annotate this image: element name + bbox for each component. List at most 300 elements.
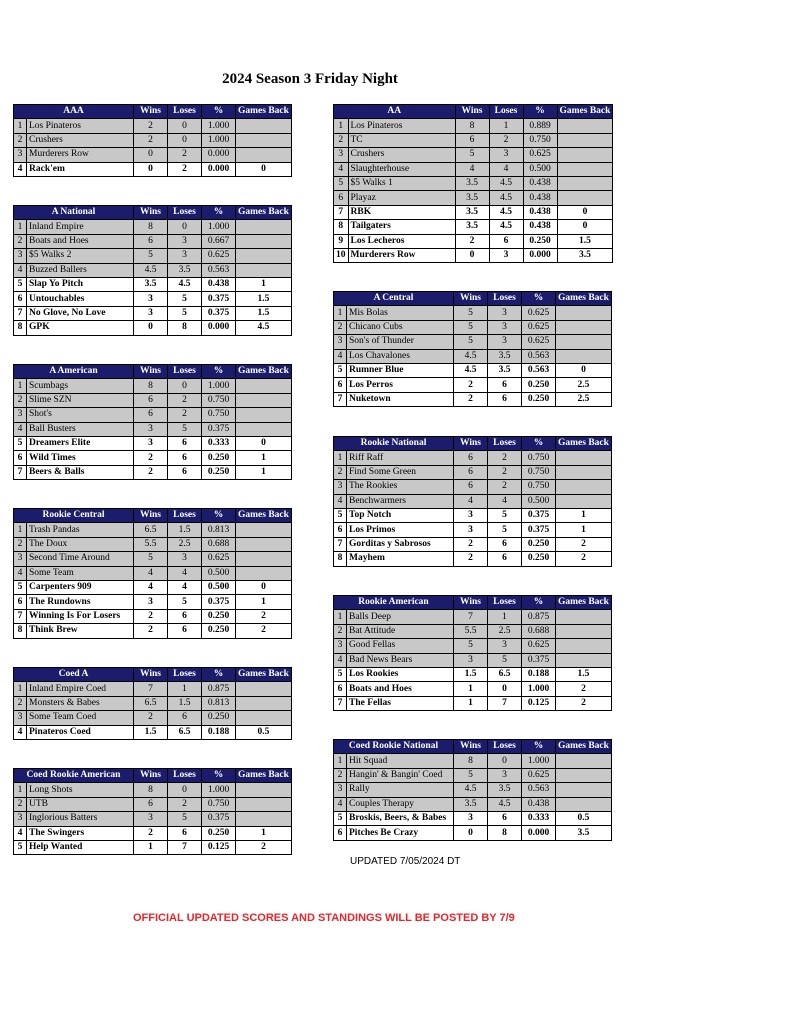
wins-cell: 6	[134, 393, 168, 407]
division-name: A Central	[334, 292, 454, 306]
rank-cell: 6	[334, 682, 347, 696]
table-row	[334, 537, 612, 551]
rank-cell: 5	[14, 277, 27, 291]
wins-header: Wins	[134, 509, 168, 523]
rank-cell: 5	[334, 811, 347, 825]
rank-cell: 9	[334, 234, 349, 248]
table-row	[334, 624, 612, 638]
wins-cell: 5	[454, 320, 488, 334]
games-back-cell: 1	[236, 595, 292, 609]
wins-header: Wins	[455, 105, 489, 119]
games-back-cell	[236, 379, 292, 393]
team-name-cell: Gorditas y Sabrosos	[347, 537, 454, 551]
rank-cell: 4	[334, 653, 347, 667]
team-name-cell: Chicano Cubs	[347, 320, 454, 334]
table-row	[14, 711, 292, 725]
team-name-cell: Long Shots	[27, 783, 134, 797]
loses-cell: 6	[168, 465, 202, 479]
wins-cell: 6.5	[134, 523, 168, 537]
pct-cell: 0.375	[522, 508, 556, 522]
wins-cell: 3.5	[134, 277, 168, 291]
rank-cell: 5	[334, 508, 347, 522]
team-name-cell: Inland Empire	[27, 220, 134, 234]
wins-cell: 7	[134, 682, 168, 696]
pct-cell: 0.250	[202, 624, 236, 638]
team-name-cell: Untouchables	[27, 292, 134, 306]
games-back-cell: 0.5	[556, 811, 612, 825]
table-header-row	[14, 668, 292, 682]
games-back-cell	[557, 176, 613, 190]
pct-cell: 0.250	[522, 537, 556, 551]
table-row	[14, 465, 292, 479]
pct-header: %	[523, 105, 557, 119]
pct-cell: 0.000	[202, 162, 236, 176]
table-row	[334, 234, 613, 248]
wins-cell: 0	[134, 162, 168, 176]
rank-cell: 8	[14, 321, 27, 335]
table-header-row	[14, 365, 292, 379]
loses-cell: 0	[168, 220, 202, 234]
table-row	[14, 263, 292, 277]
games-back-cell	[236, 797, 292, 811]
wins-cell: 4.5	[454, 349, 488, 363]
wins-header: Wins	[454, 596, 488, 610]
games-back-cell	[236, 148, 292, 162]
rank-cell: 8	[334, 220, 349, 234]
games-back-cell	[556, 768, 612, 782]
loses-cell: 5	[488, 523, 522, 537]
division-name: Coed Rookie National	[334, 740, 454, 754]
team-name-cell: Playaz	[348, 191, 455, 205]
loses-cell: 3.5	[488, 363, 522, 377]
rank-cell: 1	[14, 220, 27, 234]
team-name-cell: Second Time Around	[27, 552, 134, 566]
games-back-header: Games Back	[236, 206, 292, 220]
loses-cell: 6	[168, 624, 202, 638]
games-back-cell	[556, 610, 612, 624]
team-name-cell: $5 Walks 2	[27, 249, 134, 263]
division-name: Rookie National	[334, 437, 454, 451]
pct-cell: 0.375	[202, 292, 236, 306]
pct-cell: 0.688	[522, 624, 556, 638]
wins-cell: 2	[454, 378, 488, 392]
games-back-cell	[556, 797, 612, 811]
pct-cell: 0.813	[202, 523, 236, 537]
pct-cell: 0.625	[202, 249, 236, 263]
wins-cell: 4	[455, 162, 489, 176]
pct-header: %	[522, 292, 556, 306]
table-row	[14, 306, 292, 320]
pct-cell: 1.000	[202, 220, 236, 234]
table-row	[334, 220, 613, 234]
pct-cell: 0.875	[202, 682, 236, 696]
loses-cell: 3	[168, 552, 202, 566]
games-back-cell	[236, 711, 292, 725]
team-name-cell: Slap Yo Pitch	[27, 277, 134, 291]
table-header-row	[14, 105, 292, 119]
loses-cell: 1	[168, 682, 202, 696]
rank-cell: 3	[334, 480, 347, 494]
loses-cell: 2	[488, 451, 522, 465]
pct-cell: 0.750	[523, 133, 557, 147]
table-row	[334, 639, 612, 653]
loses-cell: 6.5	[168, 725, 202, 739]
table-row	[334, 480, 612, 494]
games-back-cell: 1	[556, 523, 612, 537]
wins-cell: 2	[134, 826, 168, 840]
pct-cell: 0.750	[522, 451, 556, 465]
pct-cell: 1.000	[202, 379, 236, 393]
games-back-header: Games Back	[556, 437, 612, 451]
games-back-cell	[556, 335, 612, 349]
wins-cell: 2	[134, 465, 168, 479]
official-notice: OFFICIAL UPDATED SCORES AND STANDINGS WILL BE POSTED BY 7/9	[133, 912, 515, 924]
wins-cell: 2	[134, 133, 168, 147]
loses-cell: 3	[488, 639, 522, 653]
team-name-cell: Scumbags	[27, 379, 134, 393]
team-name-cell: $5 Walks 1	[348, 176, 455, 190]
table-header-row	[14, 769, 292, 783]
table-row	[334, 392, 612, 406]
team-name-cell: Los Lecheros	[348, 234, 455, 248]
team-name-cell: Monsters & Babes	[27, 696, 134, 710]
games-back-header: Games Back	[556, 292, 612, 306]
wins-cell: 1	[454, 682, 488, 696]
division-name: AAA	[14, 105, 134, 119]
pct-cell: 0.563	[202, 263, 236, 277]
team-name-cell: Winning Is For Losers	[27, 609, 134, 623]
team-name-cell: Rumner Blue	[347, 363, 454, 377]
wins-cell: 2	[134, 609, 168, 623]
loses-cell: 4	[168, 566, 202, 580]
pct-cell: 0.625	[202, 552, 236, 566]
rank-cell: 10	[334, 248, 349, 262]
team-name-cell: Murderers Row	[27, 148, 134, 162]
pct-header: %	[202, 668, 236, 682]
table-row	[334, 119, 613, 133]
table-row	[14, 537, 292, 551]
rank-cell: 1	[14, 682, 27, 696]
wins-cell: 0	[454, 826, 488, 840]
games-back-cell: 3.5	[557, 248, 613, 262]
loses-header: Loses	[488, 437, 522, 451]
loses-cell: 0	[488, 754, 522, 768]
standings-table-coed-rookie-american	[13, 768, 292, 855]
rank-cell: 2	[14, 537, 27, 551]
table-row	[14, 725, 292, 739]
team-name-cell: UTB	[27, 797, 134, 811]
table-row	[14, 797, 292, 811]
loses-cell: 4.5	[489, 191, 523, 205]
loses-cell: 6	[168, 609, 202, 623]
pct-cell: 0.438	[522, 797, 556, 811]
rank-cell: 2	[334, 320, 347, 334]
loses-cell: 5	[168, 306, 202, 320]
table-row	[14, 277, 292, 291]
games-back-cell	[556, 306, 612, 320]
rank-cell: 2	[334, 768, 347, 782]
pct-cell: 0.875	[522, 610, 556, 624]
loses-cell: 2	[168, 797, 202, 811]
wins-cell: 6	[134, 797, 168, 811]
wins-header: Wins	[454, 437, 488, 451]
team-name-cell: Murderers Row	[348, 248, 455, 262]
wins-cell: 6	[455, 133, 489, 147]
team-name-cell: Nuketown	[347, 392, 454, 406]
loses-cell: 3.5	[488, 783, 522, 797]
games-back-cell: 1	[236, 826, 292, 840]
pct-cell: 1.000	[522, 754, 556, 768]
loses-cell: 2	[488, 480, 522, 494]
wins-header: Wins	[134, 769, 168, 783]
wins-cell: 3	[134, 306, 168, 320]
loses-cell: 2	[488, 465, 522, 479]
wins-cell: 5.5	[134, 537, 168, 551]
loses-header: Loses	[488, 292, 522, 306]
loses-cell: 4.5	[489, 176, 523, 190]
games-back-header: Games Back	[556, 740, 612, 754]
pct-cell: 0.438	[523, 205, 557, 219]
loses-cell: 2.5	[488, 624, 522, 638]
rank-cell: 2	[14, 696, 27, 710]
table-row	[14, 393, 292, 407]
wins-cell: 3.5	[455, 205, 489, 219]
wins-cell: 3	[134, 422, 168, 436]
games-back-cell: 1.5	[236, 306, 292, 320]
loses-cell: 7	[168, 840, 202, 854]
games-back-cell	[236, 408, 292, 422]
games-back-cell	[236, 133, 292, 147]
games-back-cell	[236, 696, 292, 710]
games-back-cell: 1	[236, 465, 292, 479]
games-back-cell	[556, 465, 612, 479]
table-row	[14, 609, 292, 623]
games-back-cell: 2	[556, 537, 612, 551]
team-name-cell: Help Wanted	[27, 840, 134, 854]
standings-table-rookie-national	[333, 436, 612, 567]
pct-cell: 0.333	[202, 436, 236, 450]
rank-cell: 7	[334, 696, 347, 710]
wins-cell: 2	[454, 552, 488, 566]
wins-cell: 3.5	[455, 176, 489, 190]
loses-cell: 3.5	[168, 263, 202, 277]
rank-cell: 1	[14, 379, 27, 393]
team-name-cell: Mayhem	[347, 552, 454, 566]
rank-cell: 6	[14, 292, 27, 306]
rank-cell: 3	[334, 639, 347, 653]
pct-cell: 0.000	[202, 321, 236, 335]
team-name-cell: Trash Pandas	[27, 523, 134, 537]
table-row	[334, 523, 612, 537]
pct-cell: 0.250	[202, 826, 236, 840]
games-back-cell	[557, 191, 613, 205]
games-back-cell	[557, 162, 613, 176]
pct-cell: 0.500	[523, 162, 557, 176]
rank-cell: 1	[14, 119, 27, 133]
games-back-header: Games Back	[236, 769, 292, 783]
rank-cell: 7	[14, 465, 27, 479]
team-name-cell: Pitches Be Crazy	[347, 826, 454, 840]
wins-cell: 8	[455, 119, 489, 133]
loses-cell: 4.5	[168, 277, 202, 291]
games-back-cell	[556, 320, 612, 334]
pct-cell: 0.375	[522, 653, 556, 667]
wins-cell: 3	[134, 595, 168, 609]
games-back-header: Games Back	[236, 668, 292, 682]
loses-cell: 3	[488, 768, 522, 782]
rank-cell: 3	[14, 408, 27, 422]
pct-cell: 0.375	[202, 595, 236, 609]
rank-cell: 2	[334, 133, 349, 147]
pct-cell: 0.250	[202, 465, 236, 479]
wins-cell: 4	[454, 494, 488, 508]
table-row	[334, 306, 612, 320]
games-back-cell: 1	[556, 508, 612, 522]
table-row	[14, 451, 292, 465]
pct-cell: 0.625	[522, 639, 556, 653]
games-back-cell: 1	[236, 277, 292, 291]
games-back-cell	[236, 393, 292, 407]
division-name: A American	[14, 365, 134, 379]
wins-cell: 2	[134, 711, 168, 725]
pct-cell: 0.563	[522, 783, 556, 797]
team-name-cell: The Doux	[27, 537, 134, 551]
pct-header: %	[202, 509, 236, 523]
wins-header: Wins	[134, 365, 168, 379]
wins-cell: 4.5	[134, 263, 168, 277]
rank-cell: 4	[334, 494, 347, 508]
pct-cell: 0.625	[522, 320, 556, 334]
games-back-cell: 0	[557, 220, 613, 234]
loses-header: Loses	[168, 509, 202, 523]
wins-cell: 3.5	[454, 797, 488, 811]
team-name-cell: Los Primos	[347, 523, 454, 537]
wins-cell: 8	[134, 783, 168, 797]
rank-cell: 8	[334, 552, 347, 566]
loses-cell: 6	[168, 711, 202, 725]
loses-cell: 5	[488, 508, 522, 522]
team-name-cell: Rally	[347, 783, 454, 797]
loses-cell: 1	[489, 119, 523, 133]
team-name-cell: Bad News Bears	[347, 653, 454, 667]
pct-cell: 0.125	[522, 696, 556, 710]
team-name-cell: Los Pinateros	[348, 119, 455, 133]
table-row	[334, 653, 612, 667]
pct-header: %	[202, 105, 236, 119]
pct-cell: 0.375	[202, 306, 236, 320]
games-back-cell	[236, 566, 292, 580]
loses-cell: 6	[488, 811, 522, 825]
table-row	[14, 812, 292, 826]
standings-table-coed-a	[13, 667, 292, 740]
loses-cell: 7	[488, 696, 522, 710]
pct-cell: 0.889	[523, 119, 557, 133]
wins-cell: 5	[454, 768, 488, 782]
wins-cell: 4	[134, 580, 168, 594]
team-name-cell: Buzzed Ballers	[27, 263, 134, 277]
wins-cell: 0	[134, 148, 168, 162]
team-name-cell: Los Rookies	[347, 667, 454, 681]
wins-cell: 5	[134, 249, 168, 263]
rank-cell: 3	[14, 552, 27, 566]
table-row	[334, 811, 612, 825]
loses-cell: 6	[488, 537, 522, 551]
table-row	[334, 797, 612, 811]
loses-cell: 0	[168, 379, 202, 393]
pct-cell: 0.500	[522, 494, 556, 508]
rank-cell: 5	[334, 667, 347, 681]
wins-cell: 4.5	[454, 363, 488, 377]
loses-cell: 0	[168, 783, 202, 797]
team-name-cell: Bat Attitude	[347, 624, 454, 638]
table-row	[334, 451, 612, 465]
table-header-row	[334, 740, 612, 754]
team-name-cell: Hit Squad	[347, 754, 454, 768]
rank-cell: 7	[334, 205, 349, 219]
table-row	[14, 523, 292, 537]
games-back-cell	[236, 220, 292, 234]
pct-cell: 0.500	[202, 580, 236, 594]
team-name-cell: Boats and Hoes	[347, 682, 454, 696]
games-back-cell: 0	[236, 436, 292, 450]
table-row	[334, 696, 612, 710]
wins-header: Wins	[134, 105, 168, 119]
wins-cell: 8	[454, 754, 488, 768]
wins-cell: 3.5	[455, 191, 489, 205]
wins-cell: 6	[134, 408, 168, 422]
games-back-cell: 0	[556, 363, 612, 377]
table-header-row	[334, 596, 612, 610]
wins-cell: 6.5	[134, 696, 168, 710]
loses-cell: 5	[488, 653, 522, 667]
wins-cell: 3	[454, 508, 488, 522]
table-row	[334, 205, 613, 219]
loses-cell: 0	[168, 133, 202, 147]
loses-cell: 6	[488, 378, 522, 392]
team-name-cell: The Swingers	[27, 826, 134, 840]
pct-cell: 1.000	[202, 783, 236, 797]
games-back-cell	[236, 783, 292, 797]
wins-cell: 0	[455, 248, 489, 262]
team-name-cell: Wild Times	[27, 451, 134, 465]
table-row	[334, 494, 612, 508]
pct-cell: 1.000	[202, 133, 236, 147]
table-row	[14, 552, 292, 566]
games-back-cell	[556, 783, 612, 797]
standings-table-a-national	[13, 205, 292, 336]
table-row	[334, 465, 612, 479]
loses-cell: 2.5	[168, 537, 202, 551]
pct-cell: 0.563	[522, 349, 556, 363]
rank-cell: 5	[334, 363, 347, 377]
rank-cell: 1	[334, 610, 347, 624]
team-name-cell: Slaughterhouse	[348, 162, 455, 176]
games-back-cell: 2	[236, 609, 292, 623]
wins-cell: 5	[454, 306, 488, 320]
loses-cell: 5	[168, 422, 202, 436]
rank-cell: 4	[334, 162, 349, 176]
team-name-cell: No Glove, No Love	[27, 306, 134, 320]
games-back-cell: 2	[236, 840, 292, 854]
pct-cell: 0.375	[202, 812, 236, 826]
games-back-cell	[556, 349, 612, 363]
standings-table-aaa	[13, 104, 292, 177]
wins-cell: 1	[454, 696, 488, 710]
rank-cell: 6	[334, 523, 347, 537]
loses-cell: 3	[168, 234, 202, 248]
rank-cell: 2	[14, 393, 27, 407]
table-row	[334, 320, 612, 334]
